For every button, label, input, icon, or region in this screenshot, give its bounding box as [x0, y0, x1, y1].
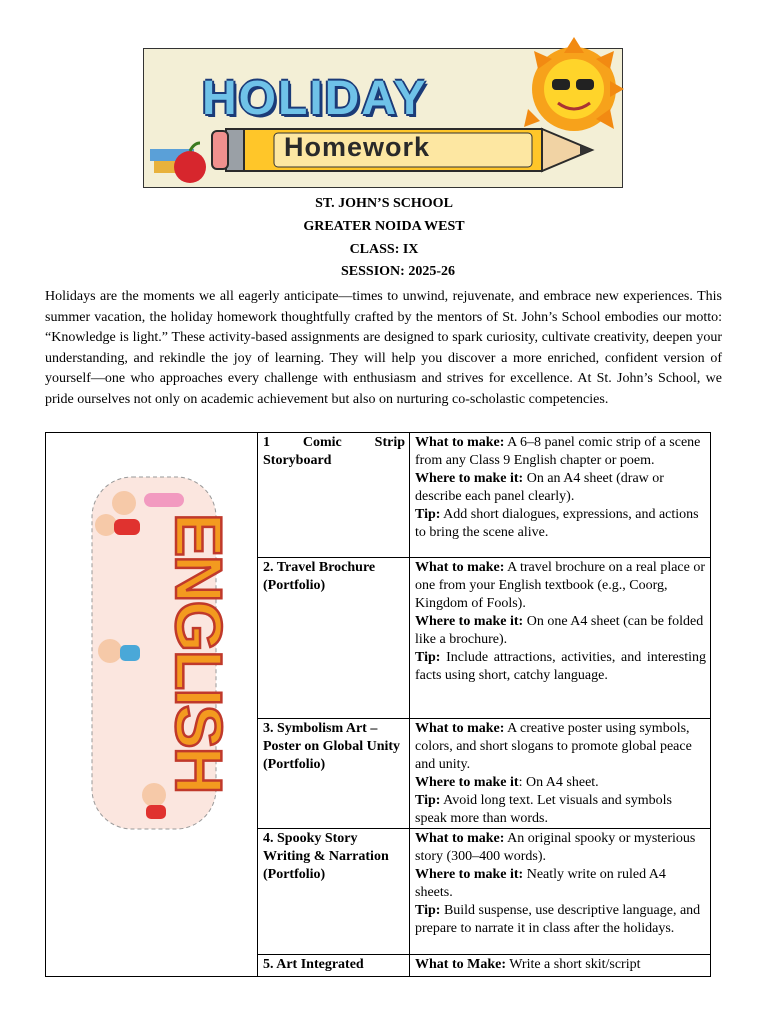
- school-name: ST. JOHN’S SCHOOL: [315, 196, 453, 211]
- activity-title: 2. Travel Brochure (Portfolio): [258, 558, 410, 719]
- apple-books-icon: [150, 143, 206, 183]
- english-illustration-cell: [46, 433, 258, 977]
- activity-title: 3. Symbolism Art – Poster on Global Unity (Portfolio): [258, 719, 410, 829]
- activity-details: What to make: An original spooky or mysterious story (300–400 words). Where to make it: Neatly write on ruled A4 sheets. Tip: Build suspense, use descriptive language, and prepare to narrate it in class after the holidays.: [410, 829, 711, 955]
- activity-details: What to make: A 6–8 panel comic strip of a scene from any Class 9 English chapter or poem. Where to make it: On an A4 sheet (draw or describe each panel clearly). Tip: Add short dialogues, expressions, and actions to bring the scene alive.: [410, 433, 711, 558]
- activity-title: 5. Art Integrated: [258, 955, 410, 977]
- english-art-text: ENGLISH: [162, 513, 236, 793]
- activities-table: [45, 432, 711, 978]
- intro-paragraph: Holidays are the moments we all eagerly anticipate—times to unwind, rejuvenate, and embrace new experiences. This summer vacation, the holiday homework thoughtfully crafted by the mentors of St. John’s School embodies our motto: “Knowledge is light.” These activity-based assignments are designed to spark curiosity, cultivate creativity, deepen your understanding, and rekindle the joy of learning. They will help you discover a more enriched, confident version of yourself—one who approaches every challenge with enthusiasm and strives for excellence. At St. John’s School, we pride ourselves not only on academic achievement but also on nurturing co-scholastic competencies.: [45, 289, 722, 407]
- holiday-homework-banner: [143, 48, 623, 188]
- activity-details: What to Make: Write a short skit/script: [410, 955, 711, 977]
- activity-details: What to make: A creative poster using symbols, colors, and short slogans to promote global peace and unity. Where to make it: On A4 sheet. Tip: Avoid long text. Let visuals and symbols speak more than words.: [410, 719, 711, 829]
- english-subject-art: [84, 473, 236, 833]
- school-location: GREATER NOIDA WEST: [303, 219, 465, 234]
- banner-subtitle: Homework: [284, 132, 431, 162]
- class-label: CLASS: IX: [349, 242, 419, 257]
- activity-details: What to make: A travel brochure on a real place or one from your English textbook (e.g., Coorg, Kingdom of Fools). Where to make it: On one A4 sheet (can be folded like a brochure). Tip: Include attractions, activities, and interesting facts using short, catchy language.: [410, 558, 711, 719]
- sun-icon: [524, 37, 624, 131]
- activity-title: 1 Comic Strip Storyboard: [258, 433, 410, 558]
- activity-title: 4. Spooky Story Writing & Narration (Portfolio): [258, 829, 410, 955]
- table-row: [46, 433, 711, 558]
- banner-title: HOLIDAY: [202, 72, 428, 125]
- session-label: SESSION: 2025-26: [341, 264, 455, 279]
